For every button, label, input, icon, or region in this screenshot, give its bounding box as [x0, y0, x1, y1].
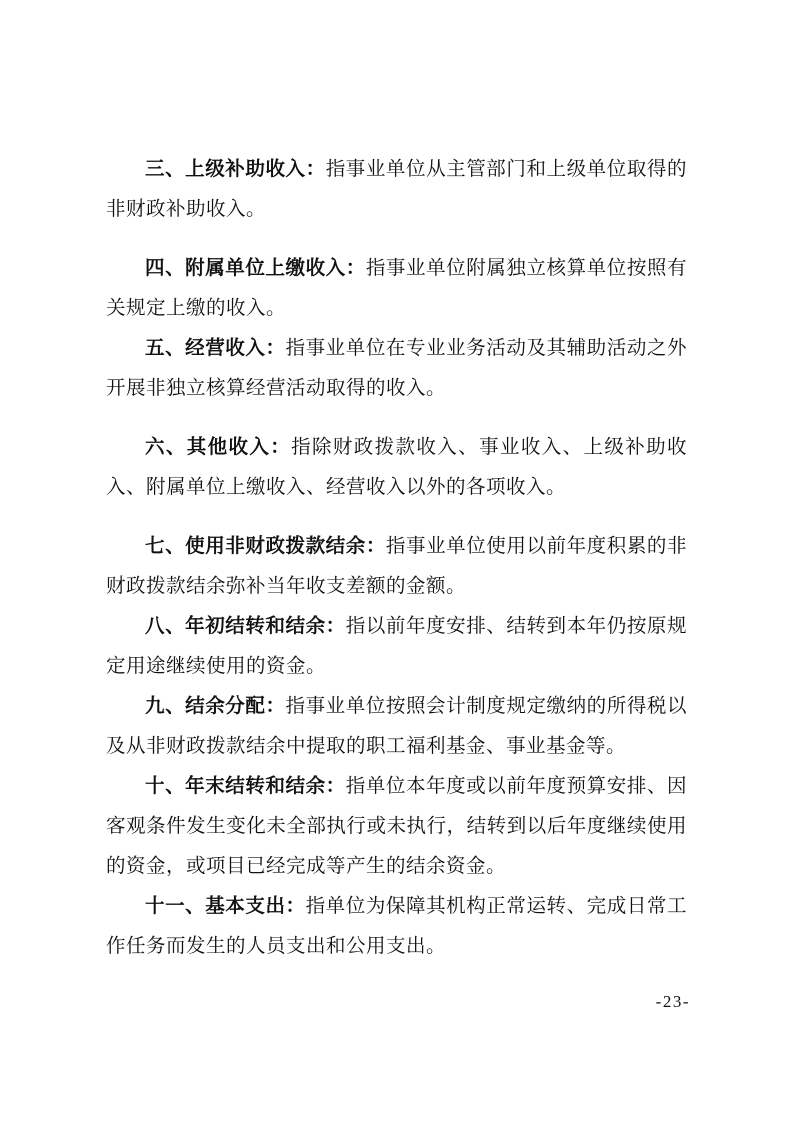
page-number: -23- — [655, 992, 690, 1011]
definition-paragraph — [106, 607, 687, 687]
definition-paragraph — [106, 687, 687, 767]
term-label: 四、附属单位上缴收入： — [145, 258, 366, 279]
definition-paragraph — [106, 767, 687, 887]
definition-paragraph — [106, 329, 687, 409]
term-label: 五、经营收入： — [145, 338, 286, 359]
term-definition: 指单位为保障其机构正常运转、完成日常工作任务而发生的人员支出和公用支出。 — [106, 896, 687, 957]
definition-paragraph — [106, 428, 687, 508]
definition-paragraph — [106, 150, 687, 230]
term-label: 八、年初结转和结余： — [145, 616, 346, 637]
term-label: 三、上级补助收入： — [145, 159, 326, 180]
term-label: 九、结余分配： — [145, 696, 286, 717]
term-definition: 指事业单位按照会计制度规定缴纳的所得税以及从非财政拨款结余中提取的职工福利基金、事业基金等。 — [106, 696, 687, 757]
term-label: 六、其他收入： — [145, 437, 292, 458]
term-definition: 指事业单位在专业业务活动及其辅助活动之外开展非独立核算经营活动取得的收入。 — [106, 338, 687, 399]
term-label: 七、使用非财政拨款结余： — [145, 536, 386, 557]
term-definition: 指以前年度安排、结转到本年仍按原规定用途继续使用的资金。 — [106, 616, 687, 677]
term-label: 十一、基本支出： — [145, 896, 306, 917]
definition-paragraph — [106, 887, 687, 967]
term-definition: 指事业单位使用以前年度积累的非财政拨款结余弥补当年收支差额的金额。 — [106, 536, 687, 597]
term-definition: 指事业单位附属独立核算单位按照有关规定上缴的收入。 — [106, 258, 687, 319]
definition-paragraph — [106, 249, 687, 329]
term-definition: 指事业单位从主管部门和上级单位取得的非财政补助收入。 — [106, 159, 687, 220]
definition-paragraph — [106, 527, 687, 607]
term-label: 十、年末结转和结余： — [145, 776, 346, 797]
term-definition: 指除财政拨款收入、事业收入、上级补助收入、附属单位上缴收入、经营收入以外的各项收入。 — [106, 437, 687, 498]
document-body — [106, 150, 687, 967]
term-definition: 指单位本年度或以前年度预算安排、因客观条件发生变化未全部执行或未执行，结转到以后年度继续使用的资金，或项目已经完成等产生的结余资金。 — [106, 776, 687, 877]
